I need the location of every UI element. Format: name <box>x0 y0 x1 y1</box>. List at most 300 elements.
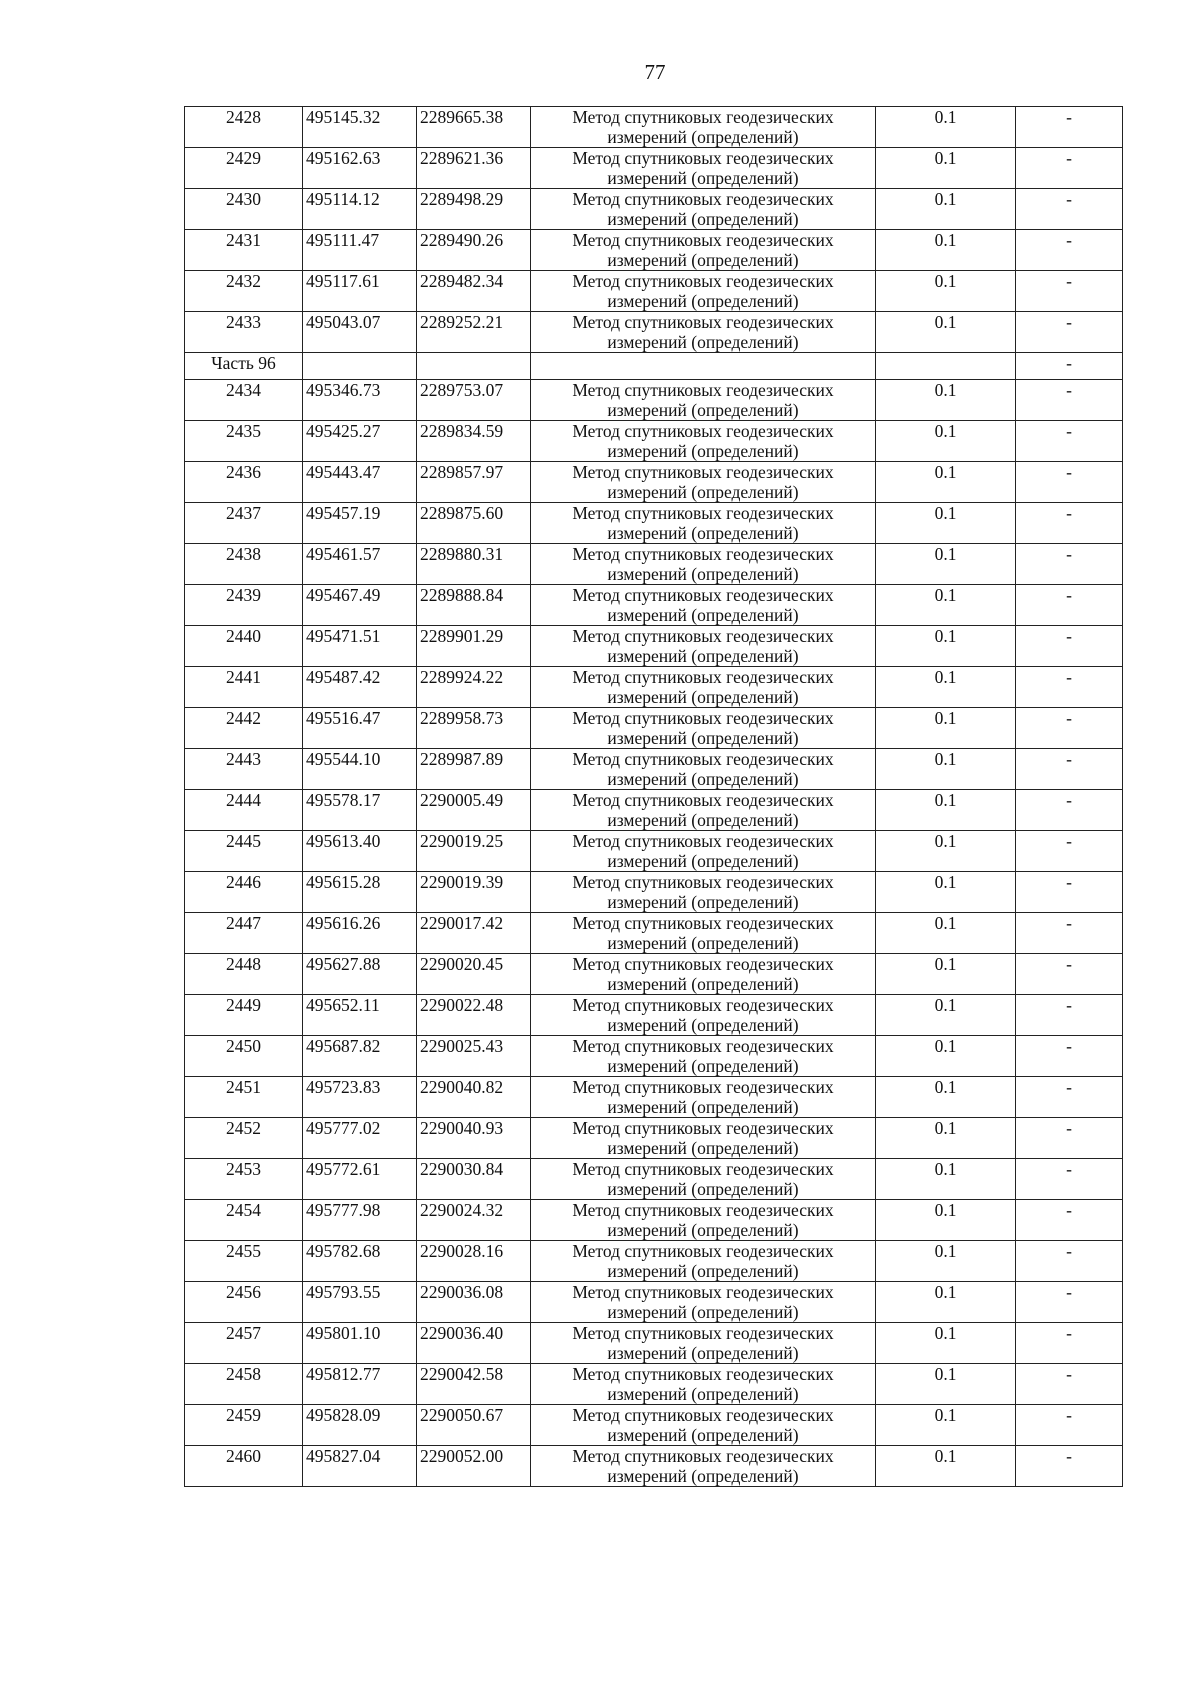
method-cell <box>531 831 876 872</box>
table-row <box>185 189 1123 230</box>
table-row <box>185 1282 1123 1323</box>
point-number: 2455 <box>185 1241 303 1282</box>
accuracy: 0.1 <box>876 544 1016 585</box>
note: - <box>1016 708 1123 749</box>
method-line-2: измерений (определений) <box>607 1056 799 1076</box>
accuracy: 0.1 <box>876 872 1016 913</box>
method-line-2: измерений (определений) <box>607 646 799 666</box>
x-coordinate: 495652.11 <box>303 995 417 1036</box>
accuracy: 0.1 <box>876 271 1016 312</box>
accuracy: 0.1 <box>876 626 1016 667</box>
method-line-1: Метод спутниковых геодезических <box>572 1405 834 1425</box>
method-cell <box>531 230 876 271</box>
accuracy: 0.1 <box>876 1323 1016 1364</box>
note: - <box>1016 667 1123 708</box>
method-line-2: измерений (определений) <box>607 1466 799 1486</box>
method-cell <box>531 148 876 189</box>
table-row <box>185 148 1123 189</box>
note: - <box>1016 230 1123 271</box>
method-cell <box>531 872 876 913</box>
method-line-2: измерений (определений) <box>607 1138 799 1158</box>
method-line-1: Метод спутниковых геодезических <box>572 544 834 564</box>
method-line-2: измерений (определений) <box>607 209 799 229</box>
y-coordinate: 2290022.48 <box>417 995 531 1036</box>
accuracy: 0.1 <box>876 189 1016 230</box>
coordinates-table-body <box>185 107 1123 1487</box>
method-line-1: Метод спутниковых геодезических <box>572 1118 834 1138</box>
note: - <box>1016 995 1123 1036</box>
table-row <box>185 708 1123 749</box>
method-line-1: Метод спутниковых геодезических <box>572 107 834 127</box>
y-coordinate: 2290025.43 <box>417 1036 531 1077</box>
x-coordinate: 495777.02 <box>303 1118 417 1159</box>
table-row <box>185 1446 1123 1487</box>
method-line-1: Метод спутниковых геодезических <box>572 380 834 400</box>
y-coordinate: 2289498.29 <box>417 189 531 230</box>
x-coordinate: 495615.28 <box>303 872 417 913</box>
method-cell <box>531 790 876 831</box>
y-coordinate: 2289834.59 <box>417 421 531 462</box>
method-cell <box>531 544 876 585</box>
note: - <box>1016 462 1123 503</box>
method-line-1: Метод спутниковых геодезических <box>572 585 834 605</box>
point-number: 2450 <box>185 1036 303 1077</box>
y-coordinate: 2289857.97 <box>417 462 531 503</box>
x-coordinate: 495544.10 <box>303 749 417 790</box>
method-line-1: Метод спутниковых геодезических <box>572 1446 834 1466</box>
x-coordinate: 495425.27 <box>303 421 417 462</box>
point-number: 2438 <box>185 544 303 585</box>
accuracy: 0.1 <box>876 503 1016 544</box>
method-line-1: Метод спутниковых геодезических <box>572 708 834 728</box>
x-coordinate: 495457.19 <box>303 503 417 544</box>
table-row <box>185 230 1123 271</box>
x-cell <box>303 353 417 380</box>
point-number: 2430 <box>185 189 303 230</box>
accuracy: 0.1 <box>876 1405 1016 1446</box>
x-coordinate: 495346.73 <box>303 380 417 421</box>
accuracy: 0.1 <box>876 667 1016 708</box>
x-coordinate: 495487.42 <box>303 667 417 708</box>
note: - <box>1016 913 1123 954</box>
point-number: 2447 <box>185 913 303 954</box>
x-coordinate: 495616.26 <box>303 913 417 954</box>
method-line-1: Метод спутниковых геодезических <box>572 1323 834 1343</box>
point-number: 2440 <box>185 626 303 667</box>
point-number: 2448 <box>185 954 303 995</box>
y-coordinate: 2289987.89 <box>417 749 531 790</box>
x-coordinate: 495471.51 <box>303 626 417 667</box>
table-row <box>185 1323 1123 1364</box>
accuracy: 0.1 <box>876 1241 1016 1282</box>
table-row <box>185 667 1123 708</box>
accuracy: 0.1 <box>876 1036 1016 1077</box>
note: - <box>1016 790 1123 831</box>
y-coordinate: 2290040.82 <box>417 1077 531 1118</box>
point-number: 2442 <box>185 708 303 749</box>
accuracy: 0.1 <box>876 148 1016 189</box>
method-cell <box>531 1036 876 1077</box>
note: - <box>1016 1364 1123 1405</box>
method-cell <box>531 189 876 230</box>
accuracy: 0.1 <box>876 1364 1016 1405</box>
page-number: 77 <box>644 60 666 84</box>
table-row <box>185 1036 1123 1077</box>
method-cell <box>531 107 876 148</box>
point-number: 2429 <box>185 148 303 189</box>
table-row <box>185 503 1123 544</box>
method-cell <box>531 1077 876 1118</box>
method-line-2: измерений (определений) <box>607 1302 799 1322</box>
note: - <box>1016 1446 1123 1487</box>
table-row <box>185 626 1123 667</box>
note: - <box>1016 271 1123 312</box>
method-cell <box>531 585 876 626</box>
method-line-1: Метод спутниковых геодезических <box>572 189 834 209</box>
method-line-1: Метод спутниковых геодезических <box>572 872 834 892</box>
y-coordinate: 2290005.49 <box>417 790 531 831</box>
x-coordinate: 495461.57 <box>303 544 417 585</box>
method-line-1: Метод спутниковых геодезических <box>572 503 834 523</box>
y-coordinate: 2289901.29 <box>417 626 531 667</box>
x-coordinate: 495443.47 <box>303 462 417 503</box>
method-line-2: измерений (определений) <box>607 605 799 625</box>
note: - <box>1016 749 1123 790</box>
x-coordinate: 495162.63 <box>303 148 417 189</box>
accuracy: 0.1 <box>876 230 1016 271</box>
note: - <box>1016 1036 1123 1077</box>
note: - <box>1016 1077 1123 1118</box>
note: - <box>1016 954 1123 995</box>
note: - <box>1016 831 1123 872</box>
x-coordinate: 495613.40 <box>303 831 417 872</box>
point-number: 2458 <box>185 1364 303 1405</box>
method-line-2: измерений (определений) <box>607 1384 799 1404</box>
accuracy: 0.1 <box>876 831 1016 872</box>
method-line-1: Метод спутниковых геодезических <box>572 1364 834 1384</box>
method-line-2: измерений (определений) <box>607 687 799 707</box>
note: - <box>1016 872 1123 913</box>
y-coordinate: 2289252.21 <box>417 312 531 353</box>
accuracy: 0.1 <box>876 1118 1016 1159</box>
point-number: 2459 <box>185 1405 303 1446</box>
table-row <box>185 271 1123 312</box>
method-cell <box>531 503 876 544</box>
x-coordinate: 495793.55 <box>303 1282 417 1323</box>
section-label: Часть 96 <box>185 353 303 380</box>
method-line-1: Метод спутниковых геодезических <box>572 148 834 168</box>
method-cell <box>531 667 876 708</box>
y-coordinate: 2290036.40 <box>417 1323 531 1364</box>
method-line-2: измерений (определений) <box>607 728 799 748</box>
method-line-1: Метод спутниковых геодезических <box>572 626 834 646</box>
x-coordinate: 495777.98 <box>303 1200 417 1241</box>
point-number: 2460 <box>185 1446 303 1487</box>
note: - <box>1016 1323 1123 1364</box>
method-cell <box>531 1323 876 1364</box>
y-coordinate: 2290052.00 <box>417 1446 531 1487</box>
y-coordinate: 2289753.07 <box>417 380 531 421</box>
table-row <box>185 312 1123 353</box>
y-coordinate: 2289880.31 <box>417 544 531 585</box>
y-cell <box>417 353 531 380</box>
y-coordinate: 2289958.73 <box>417 708 531 749</box>
method-line-2: измерений (определений) <box>607 564 799 584</box>
method-line-1: Метод спутниковых геодезических <box>572 421 834 441</box>
y-coordinate: 2290040.93 <box>417 1118 531 1159</box>
y-coordinate: 2290050.67 <box>417 1405 531 1446</box>
note: - <box>1016 1200 1123 1241</box>
method-cell <box>531 1364 876 1405</box>
note-cell: - <box>1016 353 1123 380</box>
point-number: 2456 <box>185 1282 303 1323</box>
method-line-1: Метод спутниковых геодезических <box>572 271 834 291</box>
method-line-1: Метод спутниковых геодезических <box>572 1077 834 1097</box>
note: - <box>1016 148 1123 189</box>
y-coordinate: 2290020.45 <box>417 954 531 995</box>
table-row <box>185 107 1123 148</box>
accuracy: 0.1 <box>876 954 1016 995</box>
y-coordinate: 2290019.39 <box>417 872 531 913</box>
method-line-1: Метод спутниковых геодезических <box>572 230 834 250</box>
note: - <box>1016 107 1123 148</box>
x-coordinate: 495043.07 <box>303 312 417 353</box>
point-number: 2436 <box>185 462 303 503</box>
method-cell <box>531 462 876 503</box>
table-row <box>185 831 1123 872</box>
note: - <box>1016 1405 1123 1446</box>
table-row <box>185 1159 1123 1200</box>
method-line-2: измерений (определений) <box>607 250 799 270</box>
method-line-2: измерений (определений) <box>607 523 799 543</box>
note: - <box>1016 1241 1123 1282</box>
x-coordinate: 495772.61 <box>303 1159 417 1200</box>
method-line-1: Метод спутниковых геодезических <box>572 1159 834 1179</box>
method-line-2: измерений (определений) <box>607 482 799 502</box>
method-cell <box>531 708 876 749</box>
accuracy: 0.1 <box>876 1159 1016 1200</box>
accuracy-cell <box>876 353 1016 380</box>
method-line-2: измерений (определений) <box>607 127 799 147</box>
accuracy: 0.1 <box>876 708 1016 749</box>
note: - <box>1016 1159 1123 1200</box>
note: - <box>1016 189 1123 230</box>
point-number: 2451 <box>185 1077 303 1118</box>
y-coordinate: 2290024.32 <box>417 1200 531 1241</box>
y-coordinate: 2290030.84 <box>417 1159 531 1200</box>
y-coordinate: 2290017.42 <box>417 913 531 954</box>
table-row <box>185 872 1123 913</box>
y-coordinate: 2289924.22 <box>417 667 531 708</box>
accuracy: 0.1 <box>876 585 1016 626</box>
method-line-1: Метод спутниковых геодезических <box>572 831 834 851</box>
table-row <box>185 1241 1123 1282</box>
method-line-1: Метод спутниковых геодезических <box>572 312 834 332</box>
accuracy: 0.1 <box>876 421 1016 462</box>
method-line-2: измерений (определений) <box>607 1343 799 1363</box>
method-cell <box>531 380 876 421</box>
note: - <box>1016 380 1123 421</box>
note: - <box>1016 544 1123 585</box>
x-coordinate: 495111.47 <box>303 230 417 271</box>
point-number: 2444 <box>185 790 303 831</box>
table-row <box>185 749 1123 790</box>
note: - <box>1016 421 1123 462</box>
point-number: 2434 <box>185 380 303 421</box>
method-cell <box>531 749 876 790</box>
table-row <box>185 1118 1123 1159</box>
method-line-1: Метод спутниковых геодезических <box>572 1200 834 1220</box>
section-row <box>185 353 1123 380</box>
y-coordinate: 2289875.60 <box>417 503 531 544</box>
table-row <box>185 1200 1123 1241</box>
coordinates-table <box>184 106 1123 1487</box>
method-cell <box>531 1241 876 1282</box>
x-coordinate: 495812.77 <box>303 1364 417 1405</box>
method-cell <box>531 995 876 1036</box>
note: - <box>1016 312 1123 353</box>
method-line-2: измерений (определений) <box>607 851 799 871</box>
point-number: 2457 <box>185 1323 303 1364</box>
x-coordinate: 495828.09 <box>303 1405 417 1446</box>
method-line-2: измерений (определений) <box>607 892 799 912</box>
accuracy: 0.1 <box>876 312 1016 353</box>
y-coordinate: 2289482.34 <box>417 271 531 312</box>
method-cell <box>531 913 876 954</box>
method-line-2: измерений (определений) <box>607 933 799 953</box>
method-line-2: измерений (определений) <box>607 1220 799 1240</box>
method-line-2: измерений (определений) <box>607 168 799 188</box>
x-coordinate: 495687.82 <box>303 1036 417 1077</box>
accuracy: 0.1 <box>876 1200 1016 1241</box>
point-number: 2452 <box>185 1118 303 1159</box>
method-line-1: Метод спутниковых геодезических <box>572 1036 834 1056</box>
x-coordinate: 495827.04 <box>303 1446 417 1487</box>
accuracy: 0.1 <box>876 995 1016 1036</box>
x-coordinate: 495467.49 <box>303 585 417 626</box>
method-line-2: измерений (определений) <box>607 769 799 789</box>
method-cell <box>531 271 876 312</box>
y-coordinate: 2290028.16 <box>417 1241 531 1282</box>
method-line-1: Метод спутниковых геодезических <box>572 1241 834 1261</box>
table-row <box>185 380 1123 421</box>
method-cell <box>531 1200 876 1241</box>
table-row <box>185 995 1123 1036</box>
y-coordinate: 2290036.08 <box>417 1282 531 1323</box>
table-row <box>185 585 1123 626</box>
method-cell <box>531 954 876 995</box>
method-cell <box>531 1282 876 1323</box>
method-cell <box>531 312 876 353</box>
method-line-1: Метод спутниковых геодезических <box>572 913 834 933</box>
method-line-1: Метод спутниковых геодезических <box>572 1282 834 1302</box>
method-line-1: Метод спутниковых геодезических <box>572 667 834 687</box>
table-row <box>185 790 1123 831</box>
accuracy: 0.1 <box>876 107 1016 148</box>
point-number: 2453 <box>185 1159 303 1200</box>
note: - <box>1016 585 1123 626</box>
y-coordinate: 2289888.84 <box>417 585 531 626</box>
note: - <box>1016 1282 1123 1323</box>
method-line-2: измерений (определений) <box>607 1015 799 1035</box>
method-line-2: измерений (определений) <box>607 441 799 461</box>
method-line-2: измерений (определений) <box>607 810 799 830</box>
accuracy: 0.1 <box>876 1446 1016 1487</box>
x-coordinate: 495114.12 <box>303 189 417 230</box>
y-coordinate: 2289621.36 <box>417 148 531 189</box>
point-number: 2441 <box>185 667 303 708</box>
method-line-1: Метод спутниковых геодезических <box>572 462 834 482</box>
method-cell <box>531 1118 876 1159</box>
point-number: 2446 <box>185 872 303 913</box>
y-coordinate: 2290042.58 <box>417 1364 531 1405</box>
accuracy: 0.1 <box>876 462 1016 503</box>
x-coordinate: 495117.61 <box>303 271 417 312</box>
method-line-2: измерений (определений) <box>607 974 799 994</box>
accuracy: 0.1 <box>876 1077 1016 1118</box>
point-number: 2445 <box>185 831 303 872</box>
point-number: 2449 <box>185 995 303 1036</box>
accuracy: 0.1 <box>876 913 1016 954</box>
table-row <box>185 544 1123 585</box>
table-row <box>185 913 1123 954</box>
point-number: 2433 <box>185 312 303 353</box>
x-coordinate: 495516.47 <box>303 708 417 749</box>
point-number: 2428 <box>185 107 303 148</box>
method-cell <box>531 353 876 380</box>
point-number: 2431 <box>185 230 303 271</box>
x-coordinate: 495578.17 <box>303 790 417 831</box>
point-number: 2454 <box>185 1200 303 1241</box>
note: - <box>1016 503 1123 544</box>
method-line-2: измерений (определений) <box>607 1425 799 1445</box>
x-coordinate: 495145.32 <box>303 107 417 148</box>
method-cell <box>531 626 876 667</box>
method-line-1: Метод спутниковых геодезических <box>572 995 834 1015</box>
method-line-2: измерений (определений) <box>607 332 799 352</box>
table-row <box>185 462 1123 503</box>
method-line-2: измерений (определений) <box>607 400 799 420</box>
accuracy: 0.1 <box>876 790 1016 831</box>
method-cell <box>531 1159 876 1200</box>
method-line-1: Метод спутниковых геодезических <box>572 790 834 810</box>
table-row <box>185 954 1123 995</box>
point-number: 2443 <box>185 749 303 790</box>
x-coordinate: 495723.83 <box>303 1077 417 1118</box>
method-line-2: измерений (определений) <box>607 291 799 311</box>
method-line-1: Метод спутниковых геодезических <box>572 749 834 769</box>
table-row <box>185 1077 1123 1118</box>
method-line-2: измерений (определений) <box>607 1097 799 1117</box>
table-row <box>185 1405 1123 1446</box>
accuracy: 0.1 <box>876 749 1016 790</box>
x-coordinate: 495782.68 <box>303 1241 417 1282</box>
method-cell <box>531 1405 876 1446</box>
note: - <box>1016 1118 1123 1159</box>
method-cell <box>531 421 876 462</box>
method-cell <box>531 1446 876 1487</box>
y-coordinate: 2289490.26 <box>417 230 531 271</box>
method-line-2: измерений (определений) <box>607 1261 799 1281</box>
point-number: 2432 <box>185 271 303 312</box>
x-coordinate: 495801.10 <box>303 1323 417 1364</box>
table-row <box>185 421 1123 462</box>
point-number: 2437 <box>185 503 303 544</box>
point-number: 2439 <box>185 585 303 626</box>
note: - <box>1016 626 1123 667</box>
method-line-1: Метод спутниковых геодезических <box>572 954 834 974</box>
method-line-2: измерений (определений) <box>607 1179 799 1199</box>
